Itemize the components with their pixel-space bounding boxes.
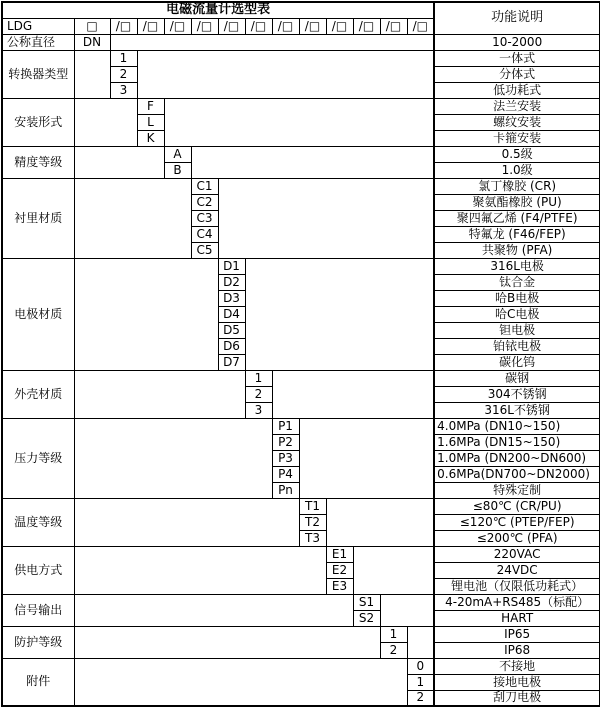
- option-description-cell: 卡箍安装: [434, 130, 600, 146]
- flowmeter-selection-table: [1, 1, 600, 707]
- option-description-cell: 铂铱电极: [434, 338, 600, 354]
- option-code-cell: D6: [218, 338, 245, 354]
- section-label: 转换器类型: [2, 50, 74, 98]
- option-description-cell: 不接地: [434, 658, 600, 674]
- option-description-cell: 碳钢: [434, 370, 600, 386]
- option-code-cell: 2: [245, 386, 272, 402]
- option-code-cell: B: [164, 162, 191, 178]
- option-description-cell: 聚四氟乙烯 (F4/PTFE): [434, 210, 600, 226]
- section-label: 防护等级: [2, 626, 74, 658]
- option-code-cell: A: [164, 146, 191, 162]
- option-code-cell: 2: [407, 690, 434, 706]
- option-code-cell: 3: [110, 82, 137, 98]
- spacer: [74, 258, 218, 370]
- spacer: [407, 626, 434, 658]
- spacer: [74, 146, 164, 178]
- option-description-cell: 0.5级: [434, 146, 600, 162]
- option-description-cell: 316L电极: [434, 258, 600, 274]
- option-code-cell: S2: [353, 610, 380, 626]
- section-label: 温度等级: [2, 498, 74, 546]
- option-code-cell: D4: [218, 306, 245, 322]
- option-code-cell: DN: [74, 34, 110, 50]
- option-description-cell: 4-20mA+RS485（标配）: [434, 594, 600, 610]
- spacer: [74, 178, 191, 258]
- model-code-slot: /□: [326, 18, 353, 34]
- model-code-slot: /□: [299, 18, 326, 34]
- option-code-cell: C3: [191, 210, 218, 226]
- spacer: [245, 258, 434, 370]
- option-description-cell: 316L不锈钢: [434, 402, 600, 418]
- option-description-cell: 共聚物 (PFA): [434, 242, 600, 258]
- option-code-cell: P4: [272, 466, 299, 482]
- option-code-cell: E2: [326, 562, 353, 578]
- option-description-cell: 特氟龙 (F46/FEP): [434, 226, 600, 242]
- option-code-cell: 0: [407, 658, 434, 674]
- spacer: [218, 178, 434, 258]
- option-description-cell: 0.6MPa(DN700~DN2000): [434, 466, 600, 482]
- option-description-cell: 刮刀电极: [434, 690, 600, 706]
- model-code-slot: /□: [137, 18, 164, 34]
- option-code-cell: 1: [380, 626, 407, 642]
- section-label: 附件: [2, 658, 74, 706]
- option-description-cell: 10-2000: [434, 34, 600, 50]
- option-description-cell: 24VDC: [434, 562, 600, 578]
- spacer: [74, 98, 137, 146]
- section-label: 公称直径: [2, 34, 74, 50]
- option-code-cell: P2: [272, 434, 299, 450]
- spacer: [74, 498, 299, 546]
- option-description-cell: 氯丁橡胶 (CR): [434, 178, 600, 194]
- option-code-cell: 3: [245, 402, 272, 418]
- spacer: [353, 546, 434, 594]
- spacer: [380, 594, 434, 626]
- section-label: 外壳材质: [2, 370, 74, 418]
- option-code-cell: C5: [191, 242, 218, 258]
- model-code-slot: /□: [218, 18, 245, 34]
- option-code-cell: P3: [272, 450, 299, 466]
- spacer: [137, 50, 434, 98]
- model-code-slot: /□: [380, 18, 407, 34]
- option-code-cell: 2: [110, 66, 137, 82]
- option-description-cell: IP65: [434, 626, 600, 642]
- spacer: [74, 626, 380, 658]
- option-code-cell: D7: [218, 354, 245, 370]
- spacer: [74, 50, 110, 98]
- option-code-cell: 1: [110, 50, 137, 66]
- section-label: 精度等级: [2, 146, 74, 178]
- option-description-cell: 分体式: [434, 66, 600, 82]
- spacer: [110, 34, 434, 50]
- model-code-box: □: [74, 18, 110, 34]
- option-code-cell: S1: [353, 594, 380, 610]
- spacer: [74, 546, 326, 594]
- option-description-cell: HART: [434, 610, 600, 626]
- option-code-cell: T1: [299, 498, 326, 514]
- option-description-cell: 聚氨酯橡胶 (PU): [434, 194, 600, 210]
- section-label: 安装形式: [2, 98, 74, 146]
- option-code-cell: E1: [326, 546, 353, 562]
- model-code-slot: /□: [245, 18, 272, 34]
- option-code-cell: D3: [218, 290, 245, 306]
- model-code-slot: /□: [272, 18, 299, 34]
- option-description-cell: 1.6MPa (DN15~150): [434, 434, 600, 450]
- option-code-cell: 1: [407, 674, 434, 690]
- option-description-cell: IP68: [434, 642, 600, 658]
- model-code-slot: /□: [110, 18, 137, 34]
- option-code-cell: C1: [191, 178, 218, 194]
- spacer: [299, 418, 434, 498]
- option-description-cell: 接地电极: [434, 674, 600, 690]
- model-code-slot: /□: [353, 18, 380, 34]
- option-code-cell: D1: [218, 258, 245, 274]
- option-code-cell: T2: [299, 514, 326, 530]
- spacer: [74, 594, 353, 626]
- section-label: 压力等级: [2, 418, 74, 498]
- spacer: [74, 370, 245, 418]
- model-code-slot: /□: [164, 18, 191, 34]
- option-code-cell: D5: [218, 322, 245, 338]
- option-code-cell: P1: [272, 418, 299, 434]
- option-description-cell: 哈B电极: [434, 290, 600, 306]
- option-code-cell: F: [137, 98, 164, 114]
- option-description-cell: 1.0级: [434, 162, 600, 178]
- spacer: [164, 98, 434, 146]
- spacer: [272, 370, 434, 418]
- option-description-cell: 低功耗式: [434, 82, 600, 98]
- spacer: [74, 418, 272, 498]
- option-code-cell: 2: [380, 642, 407, 658]
- function-description-header: 功能说明: [434, 2, 600, 34]
- section-label: 衬里材质: [2, 178, 74, 258]
- section-label: 电极材质: [2, 258, 74, 370]
- option-code-cell: K: [137, 130, 164, 146]
- option-description-cell: 锂电池（仅限低功耗式）: [434, 578, 600, 594]
- spacer: [191, 146, 434, 178]
- option-description-cell: 1.0MPa (DN200~DN600): [434, 450, 600, 466]
- option-description-cell: 哈C电极: [434, 306, 600, 322]
- option-description-cell: 螺纹安装: [434, 114, 600, 130]
- option-description-cell: ≤200℃ (PFA): [434, 530, 600, 546]
- option-description-cell: ≤80℃ (CR/PU): [434, 498, 600, 514]
- model-code-slot: /□: [191, 18, 218, 34]
- table-title: 电磁流量计选型表: [2, 2, 434, 18]
- section-label: 供电方式: [2, 546, 74, 594]
- spacer: [74, 658, 407, 706]
- option-code-cell: C2: [191, 194, 218, 210]
- spacer: [326, 498, 434, 546]
- option-description-cell: 特殊定制: [434, 482, 600, 498]
- model-code-prefix: LDG: [2, 18, 74, 34]
- option-code-cell: 1: [245, 370, 272, 386]
- section-label: 信号输出: [2, 594, 74, 626]
- option-description-cell: 4.0MPa (DN10~150): [434, 418, 600, 434]
- option-description-cell: 碳化钨: [434, 354, 600, 370]
- option-code-cell: D2: [218, 274, 245, 290]
- option-code-cell: T3: [299, 530, 326, 546]
- option-description-cell: 法兰安装: [434, 98, 600, 114]
- option-code-cell: C4: [191, 226, 218, 242]
- option-description-cell: 钛合金: [434, 274, 600, 290]
- option-code-cell: L: [137, 114, 164, 130]
- option-description-cell: ≤120℃ (PTEP/FEP): [434, 514, 600, 530]
- option-code-cell: E3: [326, 578, 353, 594]
- option-description-cell: 304不锈钢: [434, 386, 600, 402]
- option-description-cell: 一体式: [434, 50, 600, 66]
- option-code-cell: Pn: [272, 482, 299, 498]
- model-code-slot: /□: [407, 18, 434, 34]
- option-description-cell: 钽电极: [434, 322, 600, 338]
- option-description-cell: 220VAC: [434, 546, 600, 562]
